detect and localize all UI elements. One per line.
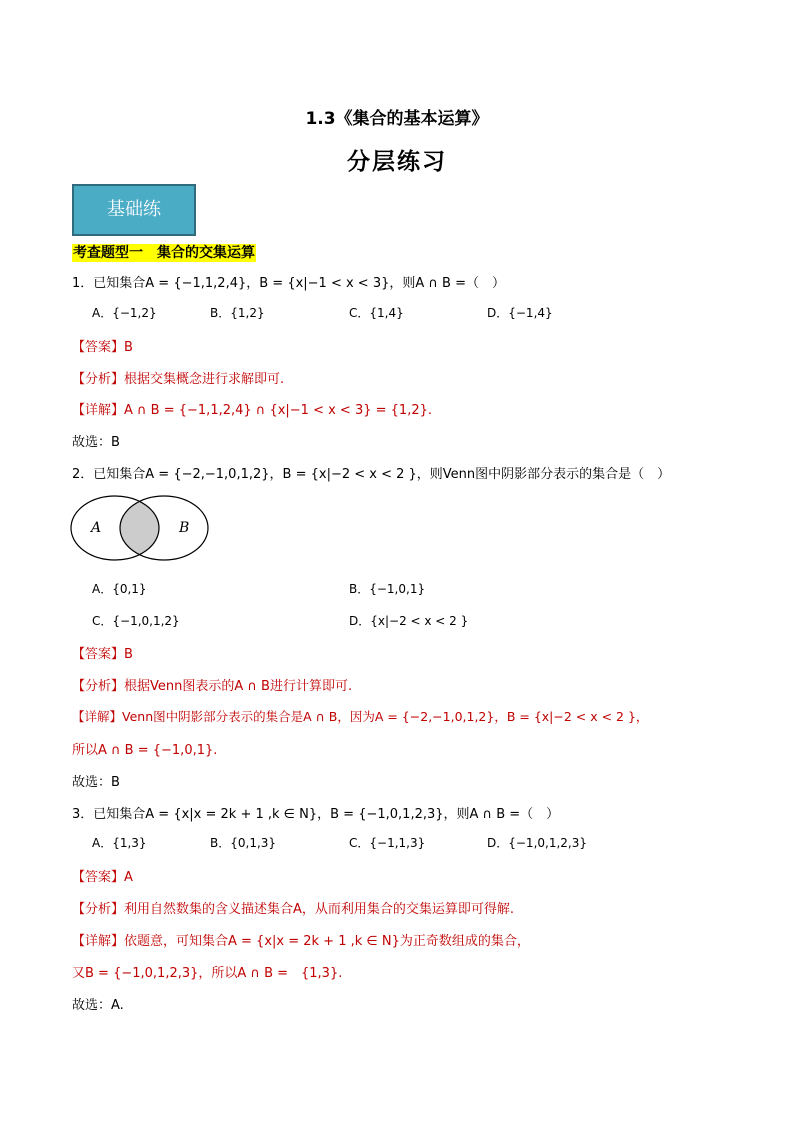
question-1-stem: 1．已知集合A = {−1,1,2,4}，B = {x|−1 < x < 3}，则A ∩ B =（ ） xyxy=(72,276,505,291)
question-1-option-c: C．{1,4} xyxy=(349,306,404,320)
question-1-option-a: A．{−1,2} xyxy=(92,306,157,320)
question-1-option-d: D．{−1,4} xyxy=(487,306,553,320)
question-2-detail-continued: 所以A ∩ B = {−1,0,1}. xyxy=(72,743,218,758)
question-2-answer: 【答案】B xyxy=(72,647,133,662)
question-3-option-d: D．{−1,0,1,2,3} xyxy=(487,836,587,850)
level-badge: 基础练 xyxy=(72,184,196,236)
document-subtitle: 分层练习 xyxy=(347,149,447,175)
question-2-choice: 故选：B xyxy=(72,775,120,790)
question-2-option-c: C．{−1,0,1,2} xyxy=(92,614,180,628)
question-3-choice: 故选：A. xyxy=(72,998,124,1013)
question-2-detail: 【详解】Venn图中阴影部分表示的集合是A ∩ B，因为A = {−2,−1,0,1,2}，B = {x|−2 < x < 2 }， xyxy=(72,709,649,724)
question-1-answer: 【答案】B xyxy=(72,340,133,355)
question-3-stem: 3．已知集合A = {x|x = 2k + 1 ,k ∈ N}，B = {−1,0,1,2,3}，则A ∩ B =（ ） xyxy=(72,807,560,822)
section-heading: 考查题型一 集合的交集运算 xyxy=(73,245,255,261)
question-3-option-c: C．{−1,1,3} xyxy=(349,836,426,850)
question-1-choice: 故选：B xyxy=(72,435,120,450)
question-2-option-a: A．{0,1} xyxy=(92,582,147,596)
venn-diagram xyxy=(70,494,210,562)
question-2-stem: 2．已知集合A = {−2,−1,0,1,2}，B = {x|−2 < x < 2 }，则Venn图中阴影部分表示的集合是（ ） xyxy=(72,467,671,482)
question-1-analysis: 【分析】根据交集概念进行求解即可. xyxy=(72,372,285,387)
question-3-detail-continued: 又B = {−1,0,1,2,3}，所以A ∩ B = {1,3}. xyxy=(72,966,343,981)
venn-label-a: A xyxy=(91,520,102,536)
document-title: 1.3《集合的基本运算》 xyxy=(305,109,489,129)
question-3-answer: 【答案】A xyxy=(72,870,133,885)
question-3-detail: 【详解】依题意，可知集合A = {x|x = 2k + 1 ,k ∈ N}为正奇数组成的集合， xyxy=(72,934,530,949)
question-2-analysis: 【分析】根据Venn图表示的A ∩ B进行计算即可. xyxy=(72,679,353,694)
question-1-detail: 【详解】A ∩ B = {−1,1,2,4} ∩ {x|−1 < x < 3} = {1,2}. xyxy=(72,403,433,418)
question-3-option-b: B．{0,1,3} xyxy=(210,836,277,850)
question-2-option-d: D．{x|−2 < x < 2 } xyxy=(349,614,469,628)
question-2-option-b: B．{−1,0,1} xyxy=(349,582,426,596)
question-1-option-b: B．{1,2} xyxy=(210,306,265,320)
venn-label-b: B xyxy=(179,520,190,536)
question-3-analysis: 【分析】利用自然数集的含义描述集合A，从而利用集合的交集运算即可得解. xyxy=(72,902,515,917)
question-3-option-a: A．{1,3} xyxy=(92,836,147,850)
